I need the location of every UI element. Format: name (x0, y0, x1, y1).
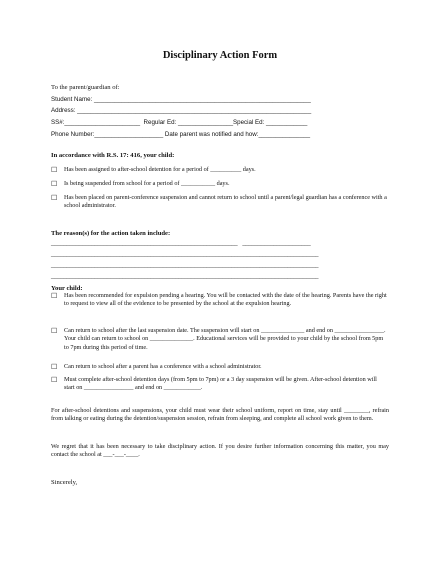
your-child-item-return-after-conference: Can return to school after a parent has a conference with a school administrator. (64, 363, 262, 370)
reason-line[interactable]: ____________________________________________________________ ______________________ (51, 241, 311, 247)
ss-regular-special-fields[interactable]: SS#:______________________ Regular Ed: ________________Special Ed: ____________ (51, 119, 308, 126)
to-parent-label: To the parent/guardian of: (51, 84, 120, 91)
checkbox-detention[interactable]: ☐ (51, 166, 58, 174)
form-title: Disciplinary Action Form (162, 50, 278, 61)
reason-line[interactable]: ______________________________________________________________________________________ (51, 263, 319, 269)
accordance-item-suspension: Is being suspended from school for a period of ___________ days. (64, 180, 230, 187)
phone-notified-fields[interactable]: Phone Number:____________________ Date parent was notified and how:_______________ (51, 131, 311, 138)
accordance-item-parent-conference: Has been placed on parent-conference suspension and cannot return to school until a parent/legal guardian has a conference with a school administrator. (64, 194, 387, 210)
checkbox-suspension[interactable]: ☐ (51, 180, 58, 188)
checkbox-return-after-suspension[interactable]: ☐ (51, 327, 58, 335)
student-name-field[interactable]: Student Name: _______________________________________________________________ (51, 96, 311, 103)
regret-paragraph: We regret that it has been necessary to take disciplinary action. If you desire further information concerning this matter, you may contact the school at ___-___-____. (51, 443, 389, 459)
reasons-heading: The reason(s) for the action taken include: (51, 230, 171, 237)
detention-rules-paragraph: For after-school detentions and suspensions, your child must wear their school uniform, report on time, stay until ________, refrain from talking or eating during the detention/suspension session, refrain from sleeping, and complete all school work given to them. (51, 407, 389, 423)
your-child-heading: Your child: (51, 285, 83, 292)
reason-line[interactable]: ______________________________________________________________________________________ (51, 274, 319, 280)
checkbox-return-after-conference[interactable]: ☐ (51, 363, 58, 371)
checkbox-parent-conference[interactable]: ☐ (51, 194, 58, 202)
accordance-item-detention: Has been assigned to after-school detention for a period of __________ days. (64, 166, 256, 173)
address-field[interactable]: Address: ____________________________________________________________________ (51, 107, 312, 114)
your-child-item-expulsion: Has been recommended for expulsion pending a hearing. You will be contacted with the date of the hearing. Parents have the right to request to view all of the evidence to be presented by the school at the expulsion hearing. (64, 292, 387, 308)
accordance-heading: In accordance with R.S. 17: 416, your child: (51, 152, 175, 159)
your-child-item-detention-days: Must complete after-school detention days (from 5pm to 7pm) or a 3 day suspension will be given. After-school detention will start on ________________ and end on ____________. (64, 376, 377, 392)
checkbox-expulsion[interactable]: ☐ (51, 292, 58, 300)
reason-line[interactable]: ______________________________________________________________________________________ (51, 252, 319, 258)
checkbox-detention-days[interactable]: ☐ (51, 376, 58, 384)
your-child-item-return-after-suspension: Can return to school after the last suspension date. The suspension will start on ______________ and end on ________________. Your child can return to school on ______________. Educational services will be provided to your child by the school from 5pm to 7pm during this period of time. (64, 327, 386, 351)
closing-sincerely: Sincerely, (51, 479, 78, 486)
